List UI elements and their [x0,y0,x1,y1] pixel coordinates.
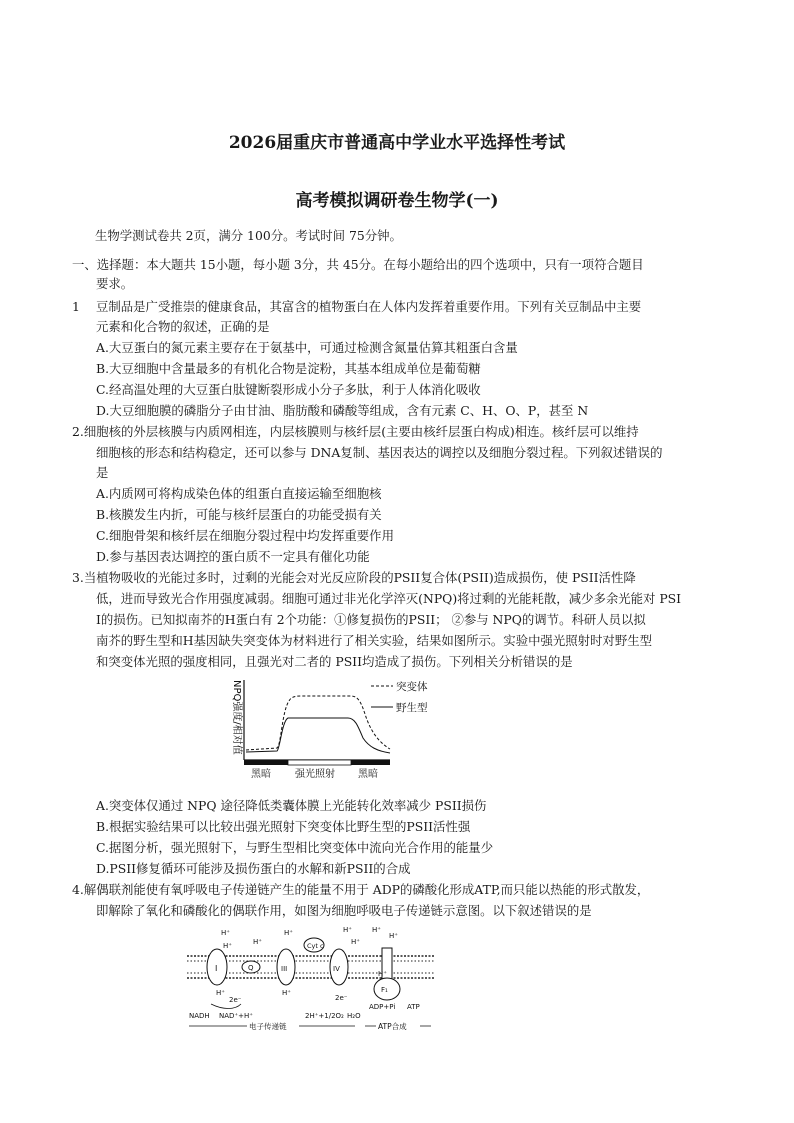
chart-ylabel: NPQ强度/相对值 [231,680,242,755]
q1-number: 1 [72,299,80,314]
q3-option-b: B.根据实验结果可以比较出强光照射下突变体比野生型的PSII活性强 [96,819,471,834]
exam-intro: 生物学测试卷共 2页，满分 100分。考试时间 75分钟。 [95,228,402,243]
q1-stem-cont: 元素和化合物的叙述，正确的是 [96,319,270,334]
h-plus-11: H⁺ [378,970,387,978]
page-title: 2026届重庆市普通高中学业水平选择性考试 [228,133,566,153]
legend-wildtype-label: 野生型 [396,702,428,714]
legend-mutant-label: 突变体 [396,681,428,693]
complex-iii-label: III [281,965,288,973]
section-heading: 一、选择题：本大题共 15小题，每小题 3分，共 45分。在每小题给出的四个选项中，只有一项符合题目 [72,257,644,272]
q1-option-a: A.大豆蛋白的氮元素主要存在于氨基中，可通过检测含氮量估算其粗蛋白含量 [96,340,518,355]
h-plus-6: H⁺ [351,938,360,946]
h-plus-5: H⁺ [343,926,352,934]
q2-stem-cont: 细胞核的形态和结构稳定，还可以参与 DNA复制、基因表达的调控以及细胞分裂过程。下列叙述错误的 [96,445,663,460]
complex-iv-label: IV [333,965,340,973]
electron-1: 2e⁻ [229,996,242,1004]
q1-option-c: C.经高温处理的大豆蛋白肽键断裂形成小分子多肽，利于人体消化吸收 [96,382,481,397]
h-plus-10: H⁺ [282,989,291,997]
q2-option-d: D.参与基因表达调控的蛋白质不一定具有催化功能 [96,549,370,564]
electron-arrow [211,1004,241,1009]
ubiquinone-label: Q [248,964,254,972]
q2-option-c: C.细胞骨架和核纤层在细胞分裂过程中均发挥重要作用 [96,528,394,543]
dark-bar-left [244,760,288,765]
complex-i-label: I [215,964,218,973]
h-plus-1: H⁺ [221,929,230,937]
oxygen-label: 2H⁺+1/2O₂ [305,1012,344,1020]
h-plus-9: H⁺ [216,989,225,997]
f1-label: F₁ [381,986,388,994]
adp-label: ADP+Pi [369,1003,396,1011]
chain-label: 电子传递链 [249,1022,287,1031]
q3-stem-cont: 低，进而导致光合作用强度减弱。细胞可通过非光化学淬灭(NPQ)将过剩的光能耗散，减少多余光能对 PSI [96,591,682,606]
light-bar [288,760,351,765]
q3-stem-cont2: I的损伤。已知拟南芥的H蛋白有 2个功能：①修复损伤的PSII； ②参与 NPQ的调节。科研人员以拟 [96,612,646,627]
mutant-curve [246,696,390,750]
synthesis-label: ATP合成 [378,1022,407,1031]
q3-option-d: D.PSII修复循环可能涉及损伤蛋白的水解和新PSII的合成 [96,861,411,876]
q1-stem: 豆制品是广受推崇的健康食品，其富含的植物蛋白在人体内发挥着重要作用。下列有关豆制品中主要 [96,299,642,314]
nadh-label: NADH [189,1012,210,1020]
nad-label: NAD⁺+H⁺ [219,1012,253,1020]
x-label-dark-2: 黑暗 [358,769,378,780]
q2-stem-cont2: 是 [96,465,109,480]
npq-chart [225,676,455,784]
q3-option-c: C.据图分析，强光照射下，与野生型相比突变体中流向光合作用的能量少 [96,840,494,855]
x-label-dark-1: 黑暗 [251,769,271,780]
q4-stem-cont: 即解除了氧化和磷酸化的偶联作用，如图为细胞呼吸电子传递链示意图。以下叙述错误的是 [96,903,592,918]
h-plus-3: H⁺ [253,938,262,946]
electron-2: 2e⁻ [335,994,348,1002]
cytc-label: Cyt c [307,942,324,950]
q2-stem: 2.细胞核的外层核膜与内质网相连，内层核膜则与核纤层(主要由核纤层蛋白构成)相连。核纤层可以维持 [72,424,639,439]
h-plus-7: H⁺ [372,926,381,934]
q1-option-b: B.大豆细胞中含量最多的有机化合物是淀粉，其基本组成单位是葡萄糖 [96,361,481,376]
q2-option-b: B.核膜发生内折，可能与核纤层蛋白的功能受损有关 [96,507,382,522]
q2-option-a: A.内质网可将构成染色体的组蛋白直接运输至细胞核 [96,486,382,501]
h-plus-2: H⁺ [223,942,232,950]
page-subtitle: 高考模拟调研卷生物学(一) [295,191,499,211]
q3-option-a: A.突变体仅通过 NPQ 途径降低类囊体膜上光能转化效率减少 PSII损伤 [96,798,487,813]
h-plus-8: H⁺ [389,932,398,940]
electron-transport-diagram [183,922,443,1034]
q1-option-d: D.大豆细胞膜的磷脂分子由甘油、脂肪酸和磷酸等组成，含有元素 C、H、O、P，甚至 N [96,403,589,418]
water-label: H₂O [347,1012,361,1020]
x-label-light: 强光照射 [295,769,335,780]
q3-stem-cont4: 和突变体光照的强度相同，且强光对二者的 PSII均造成了损伤。下列相关分析错误的是 [96,654,573,669]
h-plus-4: H⁺ [284,929,293,937]
q4-stem: 4.解偶联剂能使有氧呼吸电子传递链产生的能量不用于 ADP的磷酸化形成ATP,而只能以热能的形式散发， [72,882,650,897]
q3-stem: 3.当植物吸收的光能过多时，过剩的光能会对光反应阶段的PSII复合体(PSII)造成损伤，使 PSII活性降 [72,570,636,585]
section-heading-cont: 要求。 [96,276,134,291]
atp-label: ATP [407,1003,420,1011]
dark-bar-right [351,760,390,765]
q3-stem-cont3: 南芥的野生型和H基因缺失突变体为材料进行了相关实验，结果如图所示。实验中强光照射时对野生型 [96,633,652,648]
